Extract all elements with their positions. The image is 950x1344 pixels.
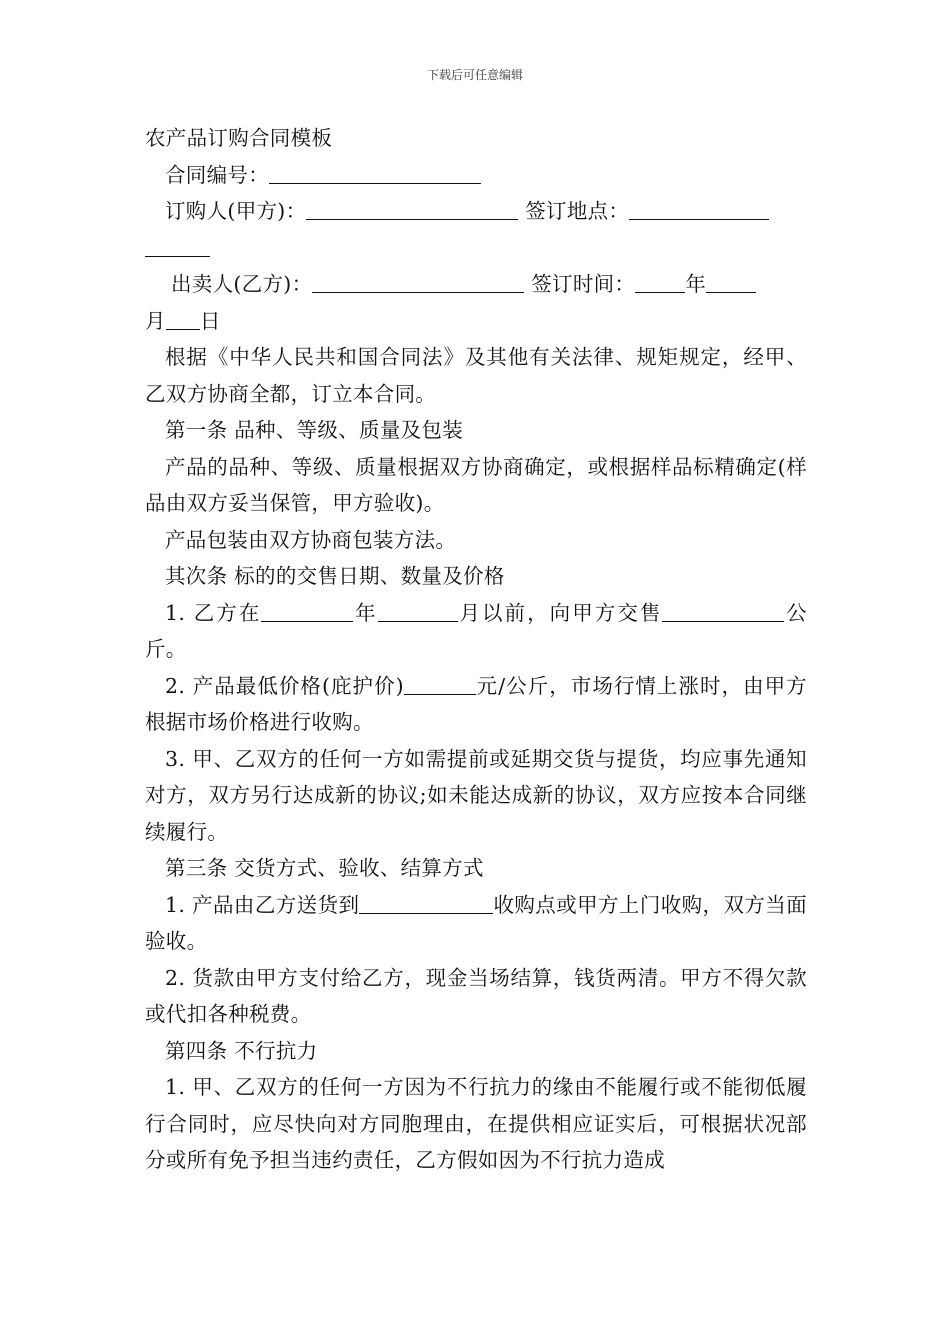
delivery-month-blank — [378, 599, 458, 622]
sign-place-blank — [629, 197, 769, 220]
article-2-item-3: 3. 甲、乙双方的任何一方如需提前或延期交货与提货，均应事先通知对方，双方另行达成新的协议;如未能达成新的协议，双方应按本合同继续履行。 — [145, 746, 807, 844]
article-2-item-1: 1. 乙方在 年 月以前，向甲方交售 公斤。 — [145, 600, 807, 661]
article-1-para-2: 产品包装由双方协商包装方法。 — [165, 527, 457, 552]
article-2-title: 其次条 标的的交售日期、数量及价格 — [165, 564, 505, 588]
day-blank — [166, 307, 200, 330]
intro-paragraph: 根据《中华人民共和国合同法》及其他有关法律、规矩规定，经甲、乙双方协商全都，订立本合同。 — [145, 345, 807, 406]
contract-title: 农产品订购合同模板 — [145, 126, 333, 150]
contract-number-blank — [269, 161, 481, 184]
article-3-item-2: 2. 货款由甲方支付给乙方，现金当场结算，钱货两清。甲方不得欠款或代扣各种税费。 — [145, 965, 807, 1026]
delivery-year-blank — [261, 599, 353, 622]
year-blank — [635, 270, 685, 293]
article-1-title: 第一条 品种、等级、质量及包装 — [165, 418, 464, 442]
contract-number-line: 合同编号： — [145, 157, 807, 194]
delivery-location-blank — [359, 891, 493, 914]
article-2-item-2: 2. 产品最低价格(庇护价) 元/公斤，市场行情上涨时，由甲方根据市场价格进行收购。 — [145, 673, 807, 734]
article-4-title: 第四条 不行抗力 — [165, 1038, 318, 1063]
buyer-line: 订购人(甲方)： 签订地点： — [145, 193, 807, 266]
sign-place-blank-cont — [145, 234, 210, 257]
article-3-item-1: 1. 产品由乙方送货到 收购点或甲方上门收购，双方当面验收。 — [145, 892, 807, 953]
buyer-blank — [306, 197, 518, 220]
article-1-para-1: 产品的品种、等级、质量根据双方协商确定，或根据样品标精确定(样品由双方妥当保管，甲方验收)。 — [145, 454, 807, 515]
quantity-blank — [662, 599, 784, 622]
month-blank-a — [706, 270, 756, 293]
contract-body — [145, 120, 807, 1179]
seller-line: 出卖人(乙方)： 签订时间： 年 月 日 — [145, 266, 807, 339]
min-price-blank — [404, 672, 476, 695]
header-note: 下载后可任意编辑 — [426, 68, 523, 82]
article-4-item-1: 1. 甲、乙双方的任何一方因为不行抗力的缘由不能履行或不能彻低履行合同时，应尽快向对方同胞理由，在提供相应证实后，可根据状况部分或所有免予担当违约责任，乙方假如因为不行抗力造成 — [145, 1075, 807, 1172]
article-3-title: 第三条 交货方式、验收、结算方式 — [165, 856, 484, 880]
seller-blank — [312, 270, 524, 293]
